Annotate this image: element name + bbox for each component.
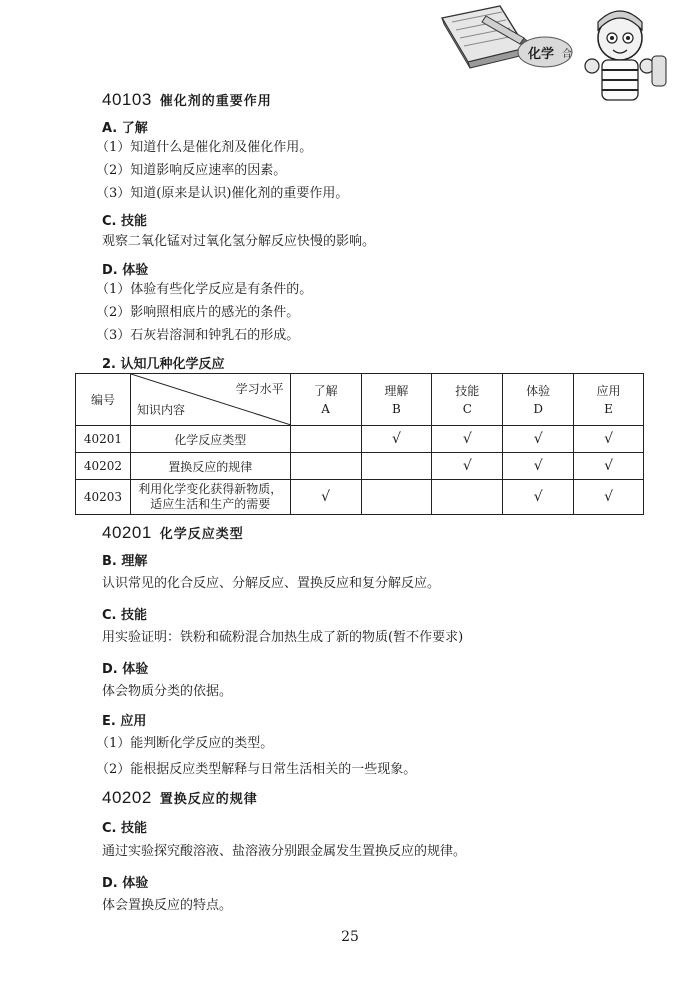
list-item: （1）知道什么是催化剂及催化作用。 [96, 140, 313, 155]
header-decoration [430, 0, 700, 110]
check-cell: √ [503, 426, 574, 453]
heading-title: 催化剂的重要作用 [159, 94, 272, 109]
check-cell: √ [503, 453, 574, 480]
check-cell: √ [574, 426, 644, 453]
paragraph: 用实验证明：铁粉和硫粉混合加热生成了新的物质(暂不作要求) [102, 630, 464, 645]
sub-heading-d: D. 体验 [102, 662, 149, 677]
list-item: （1）体验有些化学反应是有条件的。 [96, 282, 313, 297]
table-row [76, 480, 644, 515]
heading-title: 化学反应类型 [159, 527, 244, 542]
heading-40201 [102, 523, 244, 543]
sub-heading-d: D. 体验 [102, 876, 149, 891]
row-code: 40203 [76, 480, 131, 515]
col-code-header: 编号 [76, 374, 131, 426]
check-cell [290, 426, 361, 453]
list-item: （3）石灰岩溶洞和钟乳石的形成。 [96, 328, 300, 343]
paragraph: 通过实验探究酸溶液、盐溶液分别跟金属发生置换反应的规律。 [102, 844, 467, 859]
list-item: （1）能判断化学反应的类型。 [96, 736, 274, 751]
table-row [76, 453, 644, 480]
level-header: 体验 D [503, 374, 574, 426]
sub-heading-e: E. 应用 [102, 714, 147, 729]
check-cell [432, 480, 503, 515]
table-row [76, 426, 644, 453]
paragraph: 观察二氧化锰对过氧化氢分解反应快慢的影响。 [102, 234, 376, 249]
check-cell: √ [432, 453, 503, 480]
list-item: （2）能根据反应类型解释与日常生活相关的一些现象。 [96, 762, 417, 777]
diag-bottom-label: 知识内容 [136, 403, 185, 417]
check-cell: √ [290, 480, 361, 515]
level-header: 了解 A [290, 374, 361, 426]
standards-table [75, 373, 644, 515]
cartoon-kid-icon [585, 11, 666, 100]
check-cell: √ [361, 426, 432, 453]
heading-code: 40103 [102, 90, 152, 109]
list-item: （3）知道(原来是认识)催化剂的重要作用。 [96, 186, 349, 201]
row-code: 40201 [76, 426, 131, 453]
level-header: 应用 E [574, 374, 644, 426]
subject-badge: 化学 [528, 47, 555, 62]
sub-heading-c: C. 技能 [102, 214, 148, 229]
paragraph: 认识常见的化合反应、分解反应、置换反应和复分解反应。 [102, 576, 441, 591]
paragraph: 体会置换反应的特点。 [102, 898, 233, 913]
check-cell [361, 480, 432, 515]
page-number: 25 [341, 929, 359, 945]
row-content: 化学反应类型 [130, 426, 290, 453]
heading-code: 40201 [102, 523, 152, 542]
row-code: 40202 [76, 453, 131, 480]
sub-heading-c: C. 技能 [102, 608, 148, 623]
row-content: 置换反应的规律 [130, 453, 290, 480]
heading-40202 [102, 788, 258, 808]
subject-badge-tail: 合 [562, 49, 572, 60]
diag-top-label: 学习水平 [235, 382, 284, 396]
sub-heading-b: B. 理解 [102, 554, 148, 569]
level-header: 技能 C [432, 374, 503, 426]
check-cell [290, 453, 361, 480]
check-cell: √ [432, 426, 503, 453]
check-cell: √ [574, 453, 644, 480]
heading-title: 置换反应的规律 [159, 792, 258, 807]
level-header: 理解 B [361, 374, 432, 426]
row-content: 利用化学变化获得新物质， 适应生活和生产的需要 [130, 480, 290, 515]
paragraph: 体会物质分类的依据。 [102, 684, 233, 699]
heading-code: 40202 [102, 788, 152, 807]
table-header-row [76, 374, 644, 426]
sub-heading-d: D. 体验 [102, 263, 149, 278]
diagonal-header [130, 374, 290, 426]
sub-heading-c: C. 技能 [102, 821, 148, 836]
list-item: （2）影响照相底片的感光的条件。 [96, 305, 300, 320]
list-item: （2）知道影响反应速率的因素。 [96, 163, 287, 178]
heading-40103 [102, 90, 272, 110]
check-cell: √ [574, 480, 644, 515]
sub-heading-a: A. 了解 [102, 121, 148, 136]
check-cell: √ [503, 480, 574, 515]
check-cell [361, 453, 432, 480]
section-title: 2. 认知几种化学反应 [102, 357, 225, 372]
